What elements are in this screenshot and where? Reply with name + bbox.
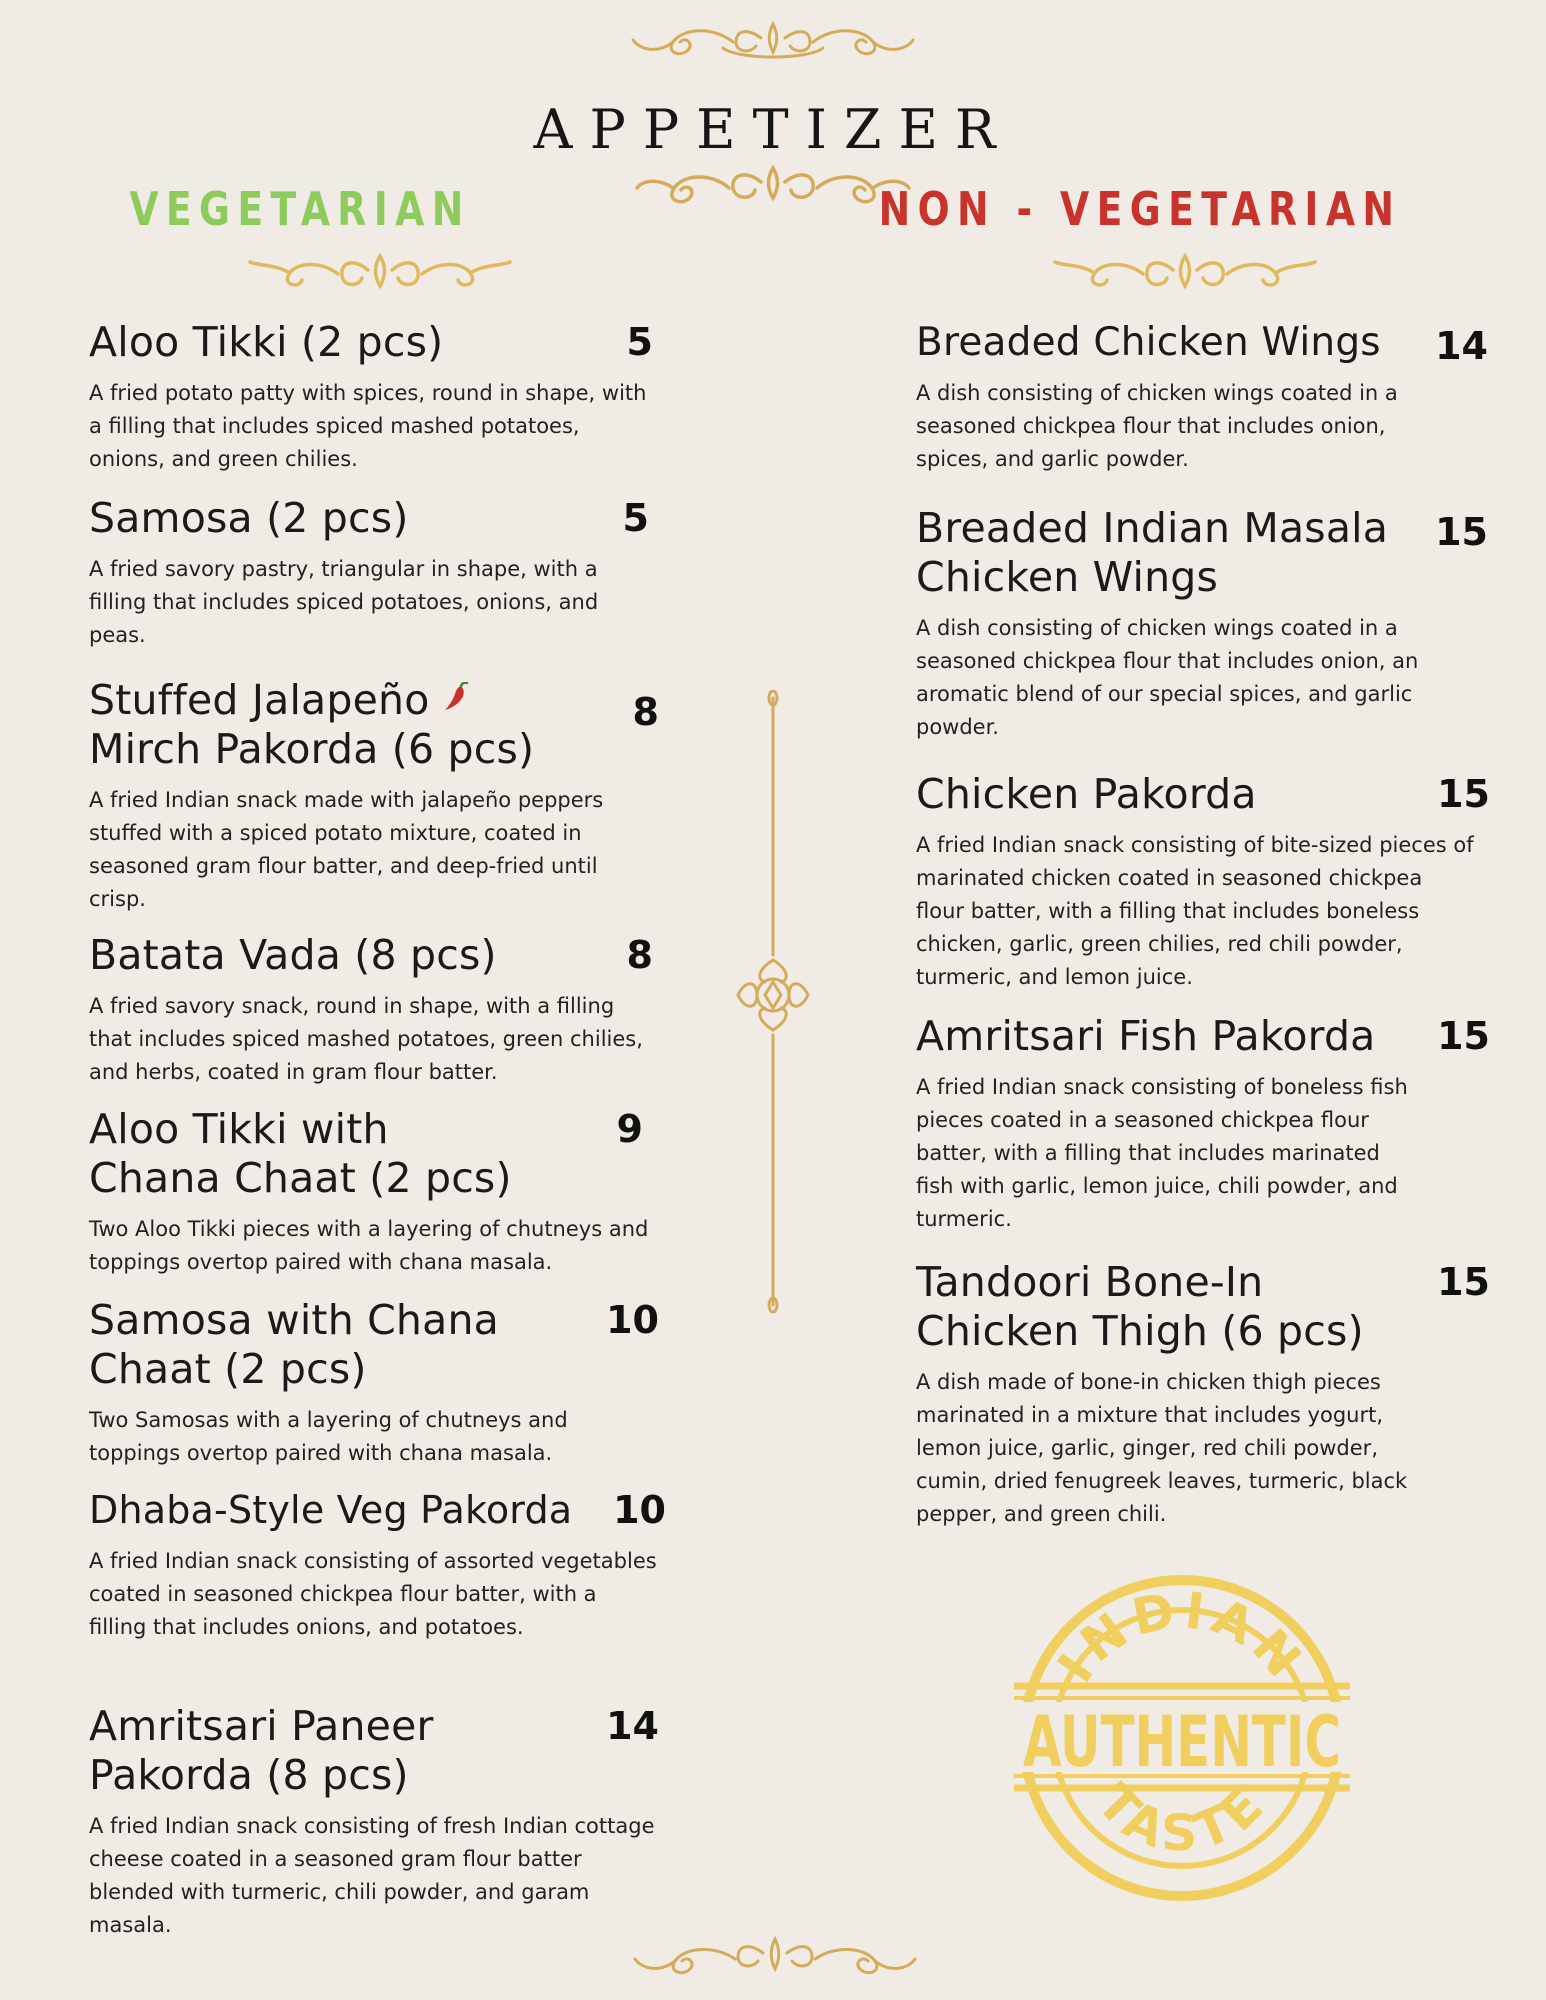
item-name: Aloo Tikki with Chana Chaat (2 pcs) (89, 1105, 512, 1202)
menu-item (916, 770, 1490, 994)
menu-item (916, 504, 1488, 744)
center-divider-ornament (733, 690, 813, 1315)
top-flourish-ornament (628, 16, 918, 66)
menu-item (89, 1702, 659, 1942)
svg-text:TASTE: TASTE (1085, 1772, 1279, 1863)
menu-item (916, 1258, 1490, 1531)
item-price: 9 (616, 1107, 643, 1151)
item-price: 5 (622, 496, 649, 540)
menu-item (89, 1105, 659, 1279)
item-price: 15 (1437, 1014, 1490, 1058)
menu-item (89, 318, 659, 476)
menu-item (89, 1486, 666, 1644)
item-description: A fried Indian snack consisting of bite-sized pieces of marinated chicken coated in seasoned chickpea flour batter, with a filling that includes boneless chicken, garlic, green chilies, red chili powder, turmeric, and lemon juice. (916, 833, 1474, 989)
item-description: A fried Indian snack consisting of assorted vegetables coated in seasoned chickpea flour batter, with a filling that includes onions, and potatoes. (89, 1549, 657, 1639)
menu-item (89, 1296, 659, 1470)
item-name: Amritsari Fish Pakorda (916, 1012, 1376, 1060)
item-description: A dish consisting of chicken wings coated in a seasoned chickpea flour that includes onion, spices, and garlic powder. (916, 381, 1398, 471)
item-description: A fried Indian snack consisting of fresh Indian cottage cheese coated in a seasoned gram flour batter blended with turmeric, chili powder, and garam masala. (89, 1814, 655, 1937)
item-name: Samosa (2 pcs) (89, 494, 409, 542)
item-name: Samosa with Chana Chaat (2 pcs) (89, 1296, 499, 1393)
menu-item (89, 494, 659, 652)
menu-item (916, 1012, 1490, 1236)
non-vegetarian-heading: NON - VEGETARIAN (878, 182, 1402, 236)
item-name: Breaded Chicken Wings (916, 320, 1381, 365)
item-description: A fried Indian snack consisting of boneless fish pieces coated in a seasoned chickpea flour batter, with a filling that includes marinated fish with garlic, lemon juice, chili powder, and turmeric. (916, 1075, 1408, 1231)
item-price: 14 (606, 1704, 659, 1748)
item-name: Chicken Pakorda (916, 770, 1257, 818)
item-description: A fried Indian snack made with jalapeño peppers stuffed with a spiced potato mixture, coated in seasoned gram flour batter, and deep-fried until crisp. (89, 788, 604, 911)
item-name-line1: Stuffed Jalapeño (89, 676, 430, 724)
item-description: A fried savory pastry, triangular in shape, with a filling that includes spiced potatoes, onions, and peas. (89, 557, 599, 647)
item-price: 10 (606, 1298, 659, 1342)
item-price: 10 (613, 1488, 666, 1532)
item-price: 8 (626, 933, 653, 977)
item-price: 15 (1435, 510, 1488, 554)
item-name: Breaded Indian Masala Chicken Wings (916, 504, 1389, 601)
item-price: 5 (626, 320, 653, 364)
vegetarian-heading: VEGETARIAN (129, 182, 471, 236)
non-vegetarian-flourish-ornament (1053, 248, 1317, 294)
menu-title: APPETIZER (533, 98, 1013, 161)
item-description: A fried savory snack, round in shape, with a filling that includes spiced mashed potatoes, green chilies, and herbs, coated in gram flour batter. (89, 994, 643, 1084)
item-description: Two Aloo Tikki pieces with a layering of chutneys and toppings overtop paired with chana masala. (89, 1217, 649, 1274)
item-name (89, 676, 589, 774)
item-name: Dhaba-Style Veg Pakorda (89, 1488, 573, 1532)
item-description: A fried potato patty with spices, round in shape, with a filling that includes spiced mashed potatoes, onions, and green chilies. (89, 381, 647, 471)
menu-item (89, 931, 659, 1089)
item-description: A dish consisting of chicken wings coated in a seasoned chickpea flour that includes onion, an aromatic blend of our special spices, and garlic powder. (916, 616, 1419, 739)
item-price: 15 (1437, 1260, 1490, 1304)
item-price: 15 (1437, 772, 1490, 816)
menu-item (89, 676, 659, 916)
item-name-line2: Mirch Pakorda (6 pcs) (89, 725, 535, 773)
chili-pepper-icon (443, 683, 469, 718)
item-description: A dish made of bone-in chicken thigh pieces marinated in a mixture that includes yogurt, lemon juice, garlic, ginger, red chili powder, cumin, dried fenugreek leaves, turmeric, black pepper, and green chili. (916, 1370, 1408, 1526)
vegetarian-flourish-ornament (248, 248, 512, 294)
svg-text:AUTHENTIC: AUTHENTIC (1023, 1701, 1341, 1783)
item-description: Two Samosas with a layering of chutneys and toppings overtop paired with chana masala. (89, 1408, 568, 1465)
item-price: 8 (632, 690, 659, 734)
indian-authentic-taste-badge (1012, 1568, 1352, 1908)
item-price: 14 (1435, 324, 1488, 368)
item-name: Batata Vada (8 pcs) (89, 931, 497, 979)
item-name: Amritsari Paneer Pakorda (8 pcs) (89, 1702, 434, 1799)
bottom-flourish-ornament (630, 1933, 920, 1983)
svg-text:INDIAN: INDIAN (1046, 1580, 1316, 1693)
item-name: Tandoori Bone-In Chicken Thigh (6 pcs) (916, 1258, 1364, 1355)
menu-item (916, 318, 1488, 476)
item-name: Aloo Tikki (2 pcs) (89, 318, 444, 366)
